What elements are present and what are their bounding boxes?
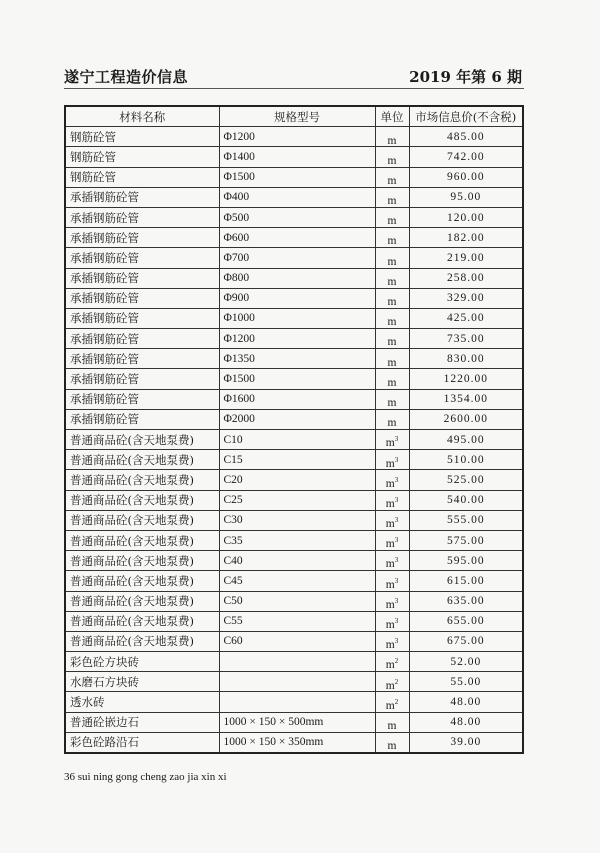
unit-cell xyxy=(375,692,409,712)
material-name-cell: 普通商品砼(含天地泵费) xyxy=(65,571,219,591)
spec-cell: Φ400 xyxy=(219,187,375,207)
unit-text: m xyxy=(385,699,395,712)
unit-cell xyxy=(375,510,409,530)
spec-cell: C45 xyxy=(219,571,375,591)
unit-cell xyxy=(375,611,409,631)
unit-text: m xyxy=(387,255,397,268)
spec-cell: Φ900 xyxy=(219,288,375,308)
material-name-cell: 普通商品砼(含天地泵费) xyxy=(65,551,219,571)
unit-exponent: 3 xyxy=(394,475,399,484)
price-cell: 48.00 xyxy=(409,692,523,712)
spec-cell: Φ1500 xyxy=(219,369,375,389)
unit-text: m xyxy=(387,376,397,389)
material-name-cell: 普通商品砼(含天地泵费) xyxy=(65,490,219,510)
unit-text: m xyxy=(387,295,397,308)
price-cell: 120.00 xyxy=(409,207,523,227)
unit-exponent: 3 xyxy=(394,596,399,605)
spec-cell: C40 xyxy=(219,551,375,571)
unit-exponent: 2 xyxy=(394,677,399,686)
price-cell: 540.00 xyxy=(409,490,523,510)
spec-cell: 1000 × 150 × 500mm xyxy=(219,712,375,732)
unit-exponent: 3 xyxy=(394,435,399,444)
material-name-cell: 普通商品砼(含天地泵费) xyxy=(65,470,219,490)
unit-exponent: 3 xyxy=(394,536,399,545)
material-name-cell: 钢筋砼管 xyxy=(65,147,219,167)
price-cell: 655.00 xyxy=(409,611,523,631)
publication-title: 遂宁工程造价信息 xyxy=(64,68,189,86)
unit-cell xyxy=(375,551,409,571)
unit-text: m xyxy=(387,396,397,409)
table-row xyxy=(65,308,523,328)
table-header-row xyxy=(65,106,523,127)
table-row xyxy=(65,248,523,268)
table-row xyxy=(65,672,523,692)
spec-cell: C10 xyxy=(219,430,375,450)
column-header-spec: 规格型号 xyxy=(219,106,375,127)
unit-cell xyxy=(375,530,409,550)
price-cell: 635.00 xyxy=(409,591,523,611)
unit-text: m xyxy=(385,578,395,591)
unit-text: m xyxy=(387,719,397,732)
unit-text: m xyxy=(387,154,397,167)
unit-text: m xyxy=(385,618,395,631)
material-name-cell: 承插钢筋砼管 xyxy=(65,268,219,288)
unit-exponent: 3 xyxy=(394,516,399,525)
unit-text: m xyxy=(387,336,397,349)
material-name-cell: 普通商品砼(含天地泵费) xyxy=(65,430,219,450)
unit-cell xyxy=(375,349,409,369)
table-row xyxy=(65,450,523,470)
material-name-cell: 彩色砼路沿石 xyxy=(65,732,219,753)
unit-cell xyxy=(375,308,409,328)
spec-cell: C20 xyxy=(219,470,375,490)
unit-text: m xyxy=(387,740,397,752)
unit-text: m xyxy=(387,215,397,228)
material-name-cell: 承插钢筋砼管 xyxy=(65,308,219,328)
table-row xyxy=(65,207,523,227)
unit-cell xyxy=(375,672,409,692)
price-cell: 55.00 xyxy=(409,672,523,692)
price-cell: 2600.00 xyxy=(409,409,523,429)
price-cell: 39.00 xyxy=(409,732,523,753)
price-cell: 425.00 xyxy=(409,308,523,328)
price-cell: 485.00 xyxy=(409,127,523,147)
table-row xyxy=(65,288,523,308)
spec-cell xyxy=(219,692,375,712)
page-footer: 36 sui ning gong cheng zao jia xin xi xyxy=(64,771,227,783)
material-name-cell: 承插钢筋砼管 xyxy=(65,207,219,227)
unit-text: m xyxy=(387,316,397,329)
table-row xyxy=(65,591,523,611)
price-cell: 575.00 xyxy=(409,530,523,550)
unit-cell xyxy=(375,369,409,389)
spec-cell: Φ600 xyxy=(219,228,375,248)
unit-cell xyxy=(375,571,409,591)
table-row xyxy=(65,329,523,349)
table-row xyxy=(65,571,523,591)
material-name-cell: 普通砼嵌边石 xyxy=(65,712,219,732)
price-cell: 1220.00 xyxy=(409,369,523,389)
material-name-cell: 承插钢筋砼管 xyxy=(65,228,219,248)
spec-cell: Φ1400 xyxy=(219,147,375,167)
unit-exponent: 3 xyxy=(394,556,399,565)
material-name-cell: 普通商品砼(含天地泵费) xyxy=(65,611,219,631)
unit-cell xyxy=(375,228,409,248)
spec-cell: Φ2000 xyxy=(219,409,375,429)
unit-text: m xyxy=(385,598,395,611)
table-row xyxy=(65,389,523,409)
table-row xyxy=(65,611,523,631)
table-row xyxy=(65,369,523,389)
column-header-name: 材料名称 xyxy=(65,106,219,127)
header-divider xyxy=(64,88,524,89)
price-cell: 495.00 xyxy=(409,430,523,450)
unit-exponent: 2 xyxy=(394,697,399,706)
table-row xyxy=(65,490,523,510)
spec-cell: Φ1350 xyxy=(219,349,375,369)
spec-cell: Φ1200 xyxy=(219,329,375,349)
spec-cell: Φ500 xyxy=(219,207,375,227)
unit-cell xyxy=(375,127,409,147)
spec-cell xyxy=(219,672,375,692)
material-name-cell: 承插钢筋砼管 xyxy=(65,248,219,268)
unit-text: m xyxy=(387,275,397,288)
material-name-cell: 承插钢筋砼管 xyxy=(65,369,219,389)
unit-text: m xyxy=(385,517,395,530)
unit-text: m xyxy=(385,538,395,551)
table-row xyxy=(65,127,523,147)
spec-cell: C30 xyxy=(219,510,375,530)
spec-cell: 1000 × 150 × 350mm xyxy=(219,732,375,753)
unit-cell xyxy=(375,207,409,227)
material-name-cell: 透水砖 xyxy=(65,692,219,712)
unit-text: m xyxy=(385,679,395,692)
material-name-cell: 普通商品砼(含天地泵费) xyxy=(65,510,219,530)
table-row xyxy=(65,228,523,248)
table-row xyxy=(65,692,523,712)
unit-cell xyxy=(375,470,409,490)
spec-cell: Φ800 xyxy=(219,268,375,288)
unit-cell xyxy=(375,591,409,611)
material-name-cell: 承插钢筋砼管 xyxy=(65,288,219,308)
price-cell: 525.00 xyxy=(409,470,523,490)
unit-cell xyxy=(375,712,409,732)
spec-cell: Φ1500 xyxy=(219,167,375,187)
spec-cell xyxy=(219,652,375,672)
table-row xyxy=(65,470,523,490)
price-cell: 830.00 xyxy=(409,349,523,369)
table-row xyxy=(65,732,523,753)
price-cell: 48.00 xyxy=(409,712,523,732)
issue-number: 2019 年第 6 期 xyxy=(409,68,522,86)
price-cell: 219.00 xyxy=(409,248,523,268)
price-cell: 675.00 xyxy=(409,631,523,651)
unit-text: m xyxy=(387,417,397,429)
price-table xyxy=(64,105,524,754)
material-name-cell: 承插钢筋砼管 xyxy=(65,349,219,369)
spec-cell: C60 xyxy=(219,631,375,651)
unit-cell xyxy=(375,389,409,409)
price-cell: 595.00 xyxy=(409,551,523,571)
unit-exponent: 3 xyxy=(394,495,399,504)
unit-text: m xyxy=(387,194,397,207)
material-name-cell: 承插钢筋砼管 xyxy=(65,329,219,349)
unit-text: m xyxy=(387,134,397,147)
unit-cell xyxy=(375,248,409,268)
material-name-cell: 承插钢筋砼管 xyxy=(65,389,219,409)
unit-text: m xyxy=(385,558,395,571)
unit-cell xyxy=(375,329,409,349)
material-name-cell: 钢筋砼管 xyxy=(65,127,219,147)
material-name-cell: 承插钢筋砼管 xyxy=(65,187,219,207)
price-cell: 615.00 xyxy=(409,571,523,591)
material-name-cell: 彩色砼方块砖 xyxy=(65,652,219,672)
table-row xyxy=(65,147,523,167)
material-name-cell: 普通商品砼(含天地泵费) xyxy=(65,631,219,651)
price-cell: 1354.00 xyxy=(409,389,523,409)
material-name-cell: 普通商品砼(含天地泵费) xyxy=(65,530,219,550)
price-cell: 95.00 xyxy=(409,187,523,207)
unit-text: m xyxy=(387,174,397,187)
table-row xyxy=(65,652,523,672)
unit-cell xyxy=(375,268,409,288)
price-cell: 555.00 xyxy=(409,510,523,530)
unit-cell xyxy=(375,732,409,753)
unit-cell xyxy=(375,450,409,470)
unit-exponent: 3 xyxy=(394,617,399,626)
price-cell: 182.00 xyxy=(409,228,523,248)
table-row xyxy=(65,530,523,550)
unit-text: m xyxy=(387,235,397,248)
unit-cell xyxy=(375,490,409,510)
price-cell: 735.00 xyxy=(409,329,523,349)
unit-exponent: 3 xyxy=(394,455,399,464)
unit-cell xyxy=(375,147,409,167)
unit-text: m xyxy=(385,477,395,490)
column-header-price: 市场信息价(不含税) xyxy=(409,106,523,127)
unit-cell xyxy=(375,409,409,429)
material-name-cell: 水磨石方块砖 xyxy=(65,672,219,692)
column-header-unit: 单位 xyxy=(375,106,409,127)
unit-exponent: 3 xyxy=(394,637,399,646)
spec-cell: Φ1000 xyxy=(219,308,375,328)
unit-cell xyxy=(375,430,409,450)
material-name-cell: 普通商品砼(含天地泵费) xyxy=(65,591,219,611)
unit-text: m xyxy=(385,659,395,672)
price-cell: 329.00 xyxy=(409,288,523,308)
price-cell: 960.00 xyxy=(409,167,523,187)
table-row xyxy=(65,409,523,429)
spec-cell: C50 xyxy=(219,591,375,611)
table-row xyxy=(65,268,523,288)
unit-text: m xyxy=(385,457,395,470)
unit-cell xyxy=(375,288,409,308)
table-row xyxy=(65,510,523,530)
unit-exponent: 2 xyxy=(394,657,399,666)
unit-cell xyxy=(375,187,409,207)
table-row xyxy=(65,187,523,207)
table-row xyxy=(65,631,523,651)
unit-cell xyxy=(375,631,409,651)
table-row xyxy=(65,551,523,571)
material-name-cell: 普通商品砼(含天地泵费) xyxy=(65,450,219,470)
spec-cell: C35 xyxy=(219,530,375,550)
spec-cell: Φ1200 xyxy=(219,127,375,147)
price-cell: 52.00 xyxy=(409,652,523,672)
table-row xyxy=(65,712,523,732)
price-cell: 258.00 xyxy=(409,268,523,288)
spec-cell: C15 xyxy=(219,450,375,470)
material-name-cell: 承插钢筋砼管 xyxy=(65,409,219,429)
unit-cell xyxy=(375,652,409,672)
price-cell: 510.00 xyxy=(409,450,523,470)
material-name-cell: 钢筋砼管 xyxy=(65,167,219,187)
unit-text: m xyxy=(385,437,395,450)
unit-text: m xyxy=(385,497,395,510)
spec-cell: C55 xyxy=(219,611,375,631)
unit-text: m xyxy=(385,639,395,652)
unit-exponent: 3 xyxy=(394,576,399,585)
price-cell: 742.00 xyxy=(409,147,523,167)
unit-text: m xyxy=(387,356,397,369)
table-row xyxy=(65,167,523,187)
spec-cell: C25 xyxy=(219,490,375,510)
unit-cell xyxy=(375,167,409,187)
table-row xyxy=(65,349,523,369)
spec-cell: Φ700 xyxy=(219,248,375,268)
table-row xyxy=(65,430,523,450)
spec-cell: Φ1600 xyxy=(219,389,375,409)
